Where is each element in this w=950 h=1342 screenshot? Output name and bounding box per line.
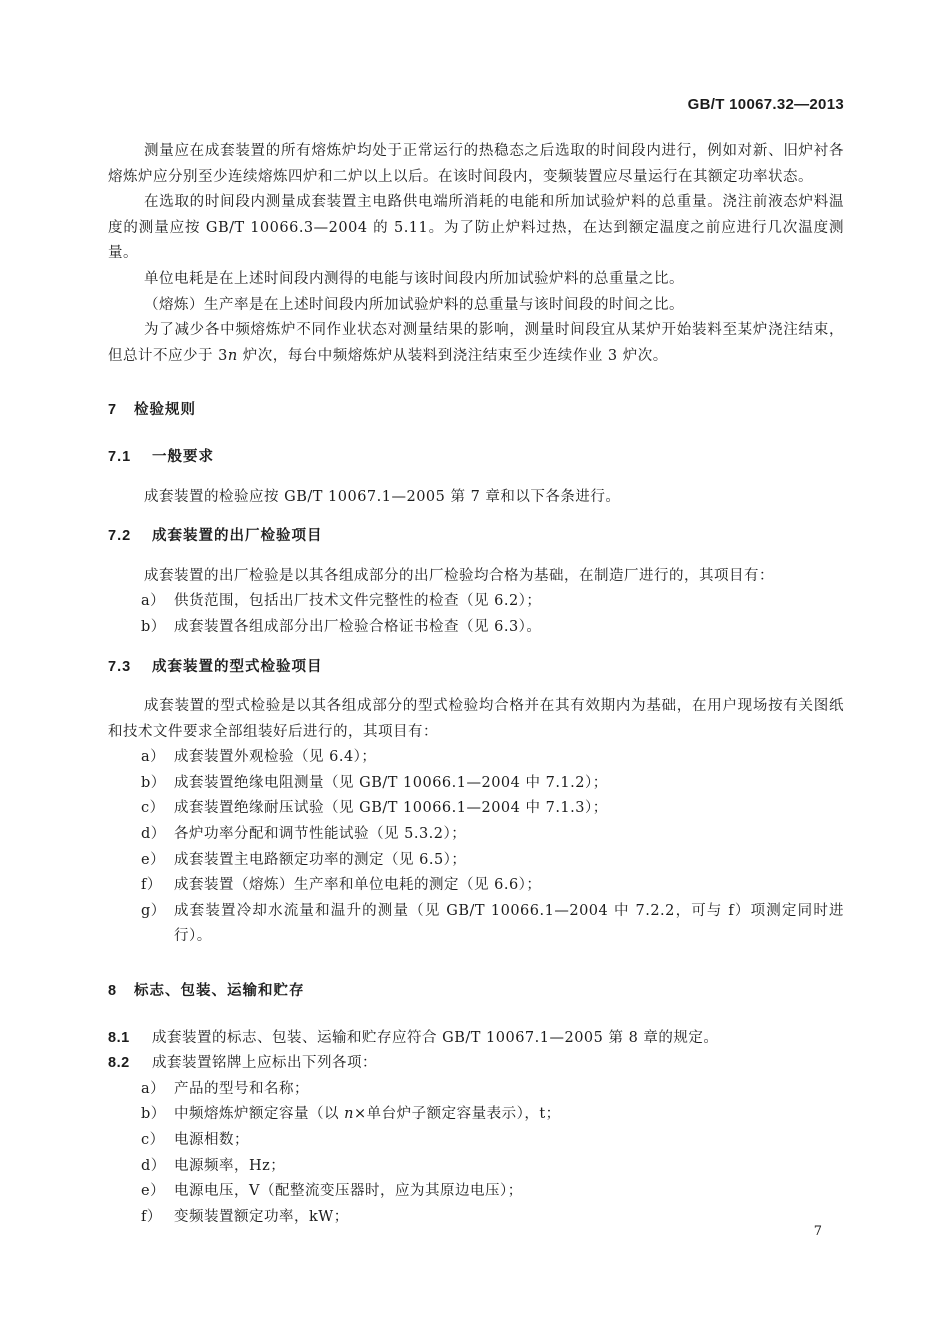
list-item [108, 615, 844, 641]
clause-7-1-text: 成套装置的检验应按 GB/T 10067.1—2005 第 7 章和以下各条进行。 [144, 488, 621, 505]
list-item-marker: a） [141, 1080, 166, 1097]
list-item [108, 745, 844, 771]
list-item-text: 成套装置冷却水流量和温升的测量（见 GB/T 10066.1—2004 中 7.2.2，可与 f）项测定同时进行）。 [174, 902, 844, 945]
clause-7-2-list [108, 589, 844, 640]
intro-paragraph-5-part2: 炉次，每台中频熔炼炉从装料到浇注结束至少连续作业 3 炉次。 [237, 347, 668, 364]
clause-8-1-text: 成套装置的标志、包装、运输和贮存应符合 GB/T 10067.1—2005 第 8 章的规定。 [152, 1029, 719, 1046]
clause-7-2-title: 成套装置的出厂检验项目 [152, 528, 323, 545]
list-item [108, 1077, 844, 1103]
list-item-marker: e） [141, 851, 166, 868]
list-item [108, 1205, 844, 1231]
list-item [108, 771, 844, 797]
page-number: 7 [813, 1224, 822, 1239]
list-item-marker: f） [141, 877, 162, 894]
intro-paragraph-5-part1: 为了减少各中频熔炼炉不同作业状态对测量结果的影响，测量时间段宜从某炉开始装料至某炉浇注结束，但总计不应少于 3 [108, 322, 844, 364]
clause-8-2-number: 8.2 [108, 1055, 130, 1072]
list-item [108, 1102, 844, 1128]
list-item-marker: c） [141, 800, 165, 817]
section-7-number: 7 [108, 402, 118, 419]
section-7-heading [108, 398, 844, 424]
clause-7-3-number: 7.3 [108, 658, 132, 675]
clause-7-3-list [108, 745, 844, 950]
clause-7-1-title: 一般要求 [152, 448, 214, 465]
list-item [108, 1128, 844, 1154]
intro-paragraph-3: 单位电耗是在上述时间段内测得的电能与该时间段内所加试验炉料的总重量之比。 [144, 270, 684, 287]
page-content [108, 139, 844, 1230]
list-item-text: 各炉功率分配和调节性能试验（见 5.3.2）； [174, 826, 467, 843]
list-item [108, 1179, 844, 1205]
list-item-text: 电源相数； [174, 1132, 249, 1148]
list-item-text: 成套装置各组成部分出厂检验合格证书检查（见 6.3）。 [174, 618, 542, 635]
list-item-text [174, 1102, 844, 1128]
intro-paragraph-1: 测量应在成套装置的所有熔炼炉均处于正常运行的热稳态之后选取的时间段内进行，例如对新、旧炉衬各熔炼炉应分别至少连续熔炼四炉和二炉以上以后。在该时间段内，变频装置应尽量运行在其额定功率状态。 [108, 143, 844, 185]
clause-7-3-text: 成套装置的型式检验是以其各组成部分的型式检验均合格并在其有效期内为基础，在用户现场按有关图纸和技术文件要求全部组装好后进行的，其项目有： [108, 698, 844, 740]
clause-7-1-heading [108, 445, 844, 471]
clause-8-1-number: 8.1 [108, 1029, 130, 1046]
standard-number: GB/T 10067.32—2013 [687, 96, 844, 113]
section-8-heading [108, 979, 844, 1005]
list-item-text: 电源电压，V（配整流变压器时，应为其原边电压）； [174, 1183, 523, 1200]
intro-paragraph-5 [108, 318, 844, 369]
list-item [108, 1154, 844, 1180]
list-item-text: 产品的型号和名称； [174, 1080, 309, 1097]
section-8-title: 标志、包装、运输和贮存 [134, 983, 305, 1000]
list-item-marker: b） [141, 774, 166, 791]
intro-paragraph-4: （熔炼）生产率是在上述时间段内所加试验炉料的总重量与该时间段的时间之比。 [144, 296, 684, 313]
clause-7-1-number: 7.1 [108, 448, 132, 465]
list-item-text-pre: 中频熔炼炉额定容量（以 [174, 1106, 345, 1123]
section-8-number: 8 [108, 983, 118, 1000]
list-item-text: 成套装置绝缘耐压试验（见 GB/T 10066.1—2004 中 7.1.3）； [174, 800, 608, 817]
list-item [108, 822, 844, 848]
list-item-text: 供货范围，包括出厂技术文件完整性的检查（见 6.2）； [174, 593, 542, 610]
list-item-text: 电源频率，Hz； [174, 1157, 286, 1174]
clause-8-2-list [108, 1077, 844, 1231]
list-item-marker: f） [141, 1208, 162, 1225]
intro-paragraph-5-italic-n: n [227, 347, 238, 364]
list-item-marker: g） [141, 902, 166, 919]
list-item-text-post: ×单台炉子额定容量表示），t； [353, 1106, 561, 1123]
list-item-marker: b） [141, 618, 166, 635]
list-item [108, 796, 844, 822]
clause-7-3-heading [108, 655, 844, 681]
list-item-text: 成套装置主电路额定功率的测定（见 6.5）； [174, 851, 467, 868]
list-item-marker: d） [141, 826, 166, 843]
list-item [108, 848, 844, 874]
clause-7-2-heading [108, 524, 844, 550]
clause-7-2-text: 成套装置的出厂检验是以其各组成部分的出厂检验均合格为基础，在制造厂进行的，其项目有： [144, 567, 774, 584]
list-item-marker: a） [141, 749, 166, 766]
list-item-text: 成套装置外观检验（见 6.4）； [174, 749, 377, 766]
list-item-text: 成套装置绝缘电阻测量（见 GB/T 10066.1—2004 中 7.1.2）； [174, 774, 608, 791]
list-item-marker: c） [141, 1132, 165, 1148]
clause-7-2-number: 7.2 [108, 528, 132, 545]
list-item [108, 899, 844, 950]
intro-paragraph-2: 在选取的时间段内测量成套装置主电路供电端所消耗的电能和所加试验炉料的总重量。浇注前液态炉料温度的测量应按 GB/T 10066.3—2004 的 5.11。为了防止炉料过热，在达到额定温度之前应进行几次温度测量。 [108, 194, 844, 262]
italic-n-symbol: n [344, 1106, 354, 1123]
list-item-marker: e） [141, 1183, 166, 1200]
list-item-text: 成套装置（熔炼）生产率和单位电耗的测定（见 6.6）； [174, 877, 542, 894]
clause-7-3-title: 成套装置的型式检验项目 [152, 658, 323, 675]
clause-8-2 [108, 1051, 844, 1077]
list-item-marker: a） [141, 593, 166, 610]
list-item-marker: b） [141, 1106, 166, 1123]
clause-8-2-text: 成套装置铭牌上应标出下列各项： [152, 1055, 377, 1072]
list-item-marker: d） [141, 1157, 166, 1174]
section-7-title: 检验规则 [134, 402, 196, 419]
list-item [108, 873, 844, 899]
clause-8-1 [108, 1026, 844, 1052]
list-item [108, 589, 844, 615]
list-item-text: 变频装置额定功率，kW； [174, 1208, 349, 1225]
